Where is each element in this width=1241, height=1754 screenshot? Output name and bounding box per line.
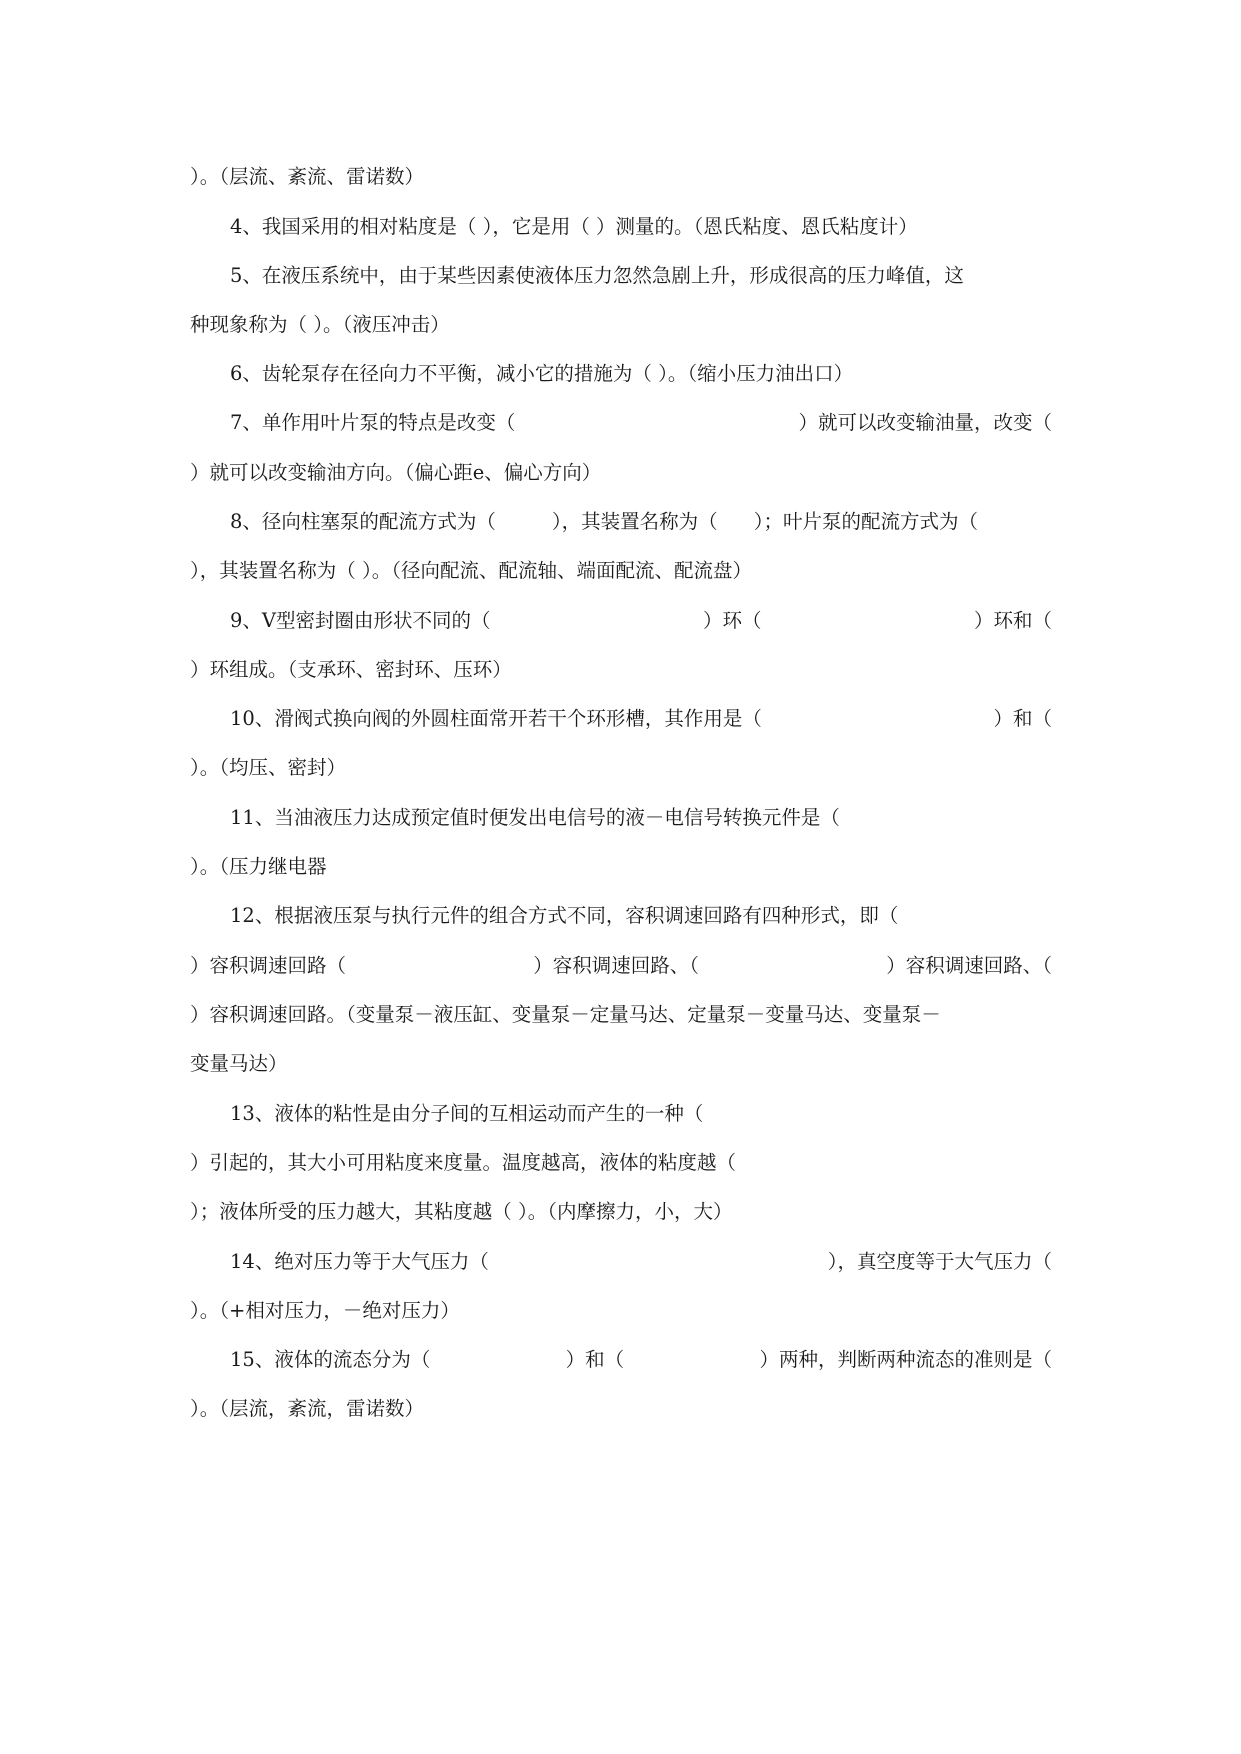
question-4: 4、我国采用的相对粘度是（ ），它是用（ ）测量的。（恩氏粘度、恩氏粘度计）: [230, 215, 918, 238]
text-segment: ）就可以改变输油量，改变（: [798, 411, 1052, 434]
text-line: ）就可以改变输油方向。（偏心距e、偏心方向）: [190, 461, 602, 484]
text-segment: ）；叶片泵的配流方式为（: [753, 510, 978, 533]
text-segment: 8、径向柱塞泵的配流方式为（: [230, 510, 496, 533]
text-segment: ），真空度等于大气压力（: [827, 1250, 1052, 1273]
question-5: 5、在液压系统中，由于某些因素使液体压力忽然急剧上升，形成很高的压力峰值，这: [230, 264, 964, 287]
question-8: [230, 508, 1052, 536]
question-7: [230, 409, 1052, 437]
text-line: ）容积调速回路。（变量泵－液压缸、变量泵－定量马达、定量泵－变量马达、变量泵－: [190, 1003, 941, 1026]
text-line: ）。（层流、紊流、雷诺数）: [190, 165, 425, 188]
text-segment: ）容积调速回路、（: [886, 954, 1052, 977]
question-9: [230, 607, 1052, 635]
text-segment: 14、绝对压力等于大气压力（: [230, 1250, 489, 1273]
text-line: ）。（压力继电器: [190, 855, 327, 878]
question-12: 12、根据液压泵与执行元件的组合方式不同，容积调速回路有四种形式，即（: [230, 904, 899, 927]
text-line: ）。（均压、密封）: [190, 756, 347, 779]
text-segment: ），其装置名称为（: [551, 510, 718, 533]
text-segment: ）容积调速回路（: [190, 954, 347, 977]
text-segment: 9、V型密封圈由形状不同的（: [230, 609, 491, 632]
text-segment: ）和（: [565, 1348, 625, 1371]
text-segment: 7、单作用叶片泵的特点是改变（: [230, 411, 516, 434]
text-segment: ）环（: [702, 609, 762, 632]
question-10: [230, 705, 1052, 733]
text-line: ）环组成。（支承环、密封环、压环）: [190, 658, 512, 681]
text-line: ），其装置名称为（ ）。（径向配流、配流轴、端面配流、配流盘）: [190, 559, 752, 582]
text-segment: 10、滑阀式换向阀的外圆柱面常开若干个环形槽，其作用是（: [230, 707, 762, 730]
text-segment: ）容积调速回路、（: [533, 954, 699, 977]
text-line: 变量马达）: [190, 1052, 288, 1075]
text-line: ）。（+相对压力，－绝对压力）: [190, 1299, 460, 1322]
text-line: [190, 952, 1052, 980]
text-line: ）；液体所受的压力越大，其粘度越（ ）。（内摩擦力，小，大）: [190, 1200, 733, 1223]
question-6: 6、齿轮泵存在径向力不平衡，减小它的措施为（ ）。（缩小压力油出口）: [230, 362, 854, 385]
text-segment: ）两种，判断两种流态的准则是（: [759, 1348, 1052, 1371]
text-segment: ）和（: [993, 707, 1052, 730]
text-segment: ）环和（: [973, 609, 1052, 632]
question-14: [230, 1248, 1052, 1276]
question-15: [230, 1346, 1052, 1374]
question-11: 11、当油液压力达成预定值时便发出电信号的液－电信号转换元件是（: [230, 806, 840, 829]
text-line: 种现象称为（ ）。（液压冲击）: [190, 313, 450, 336]
text-segment: 15、液体的流态分为（: [230, 1348, 431, 1371]
question-13: 13、液体的粘性是由分子间的互相运动而产生的一种（: [230, 1102, 704, 1125]
text-line: ）引起的，其大小可用粘度来度量。温度越高，液体的粘度越（: [190, 1151, 737, 1174]
text-line: ）。（层流，紊流，雷诺数）: [190, 1397, 425, 1420]
